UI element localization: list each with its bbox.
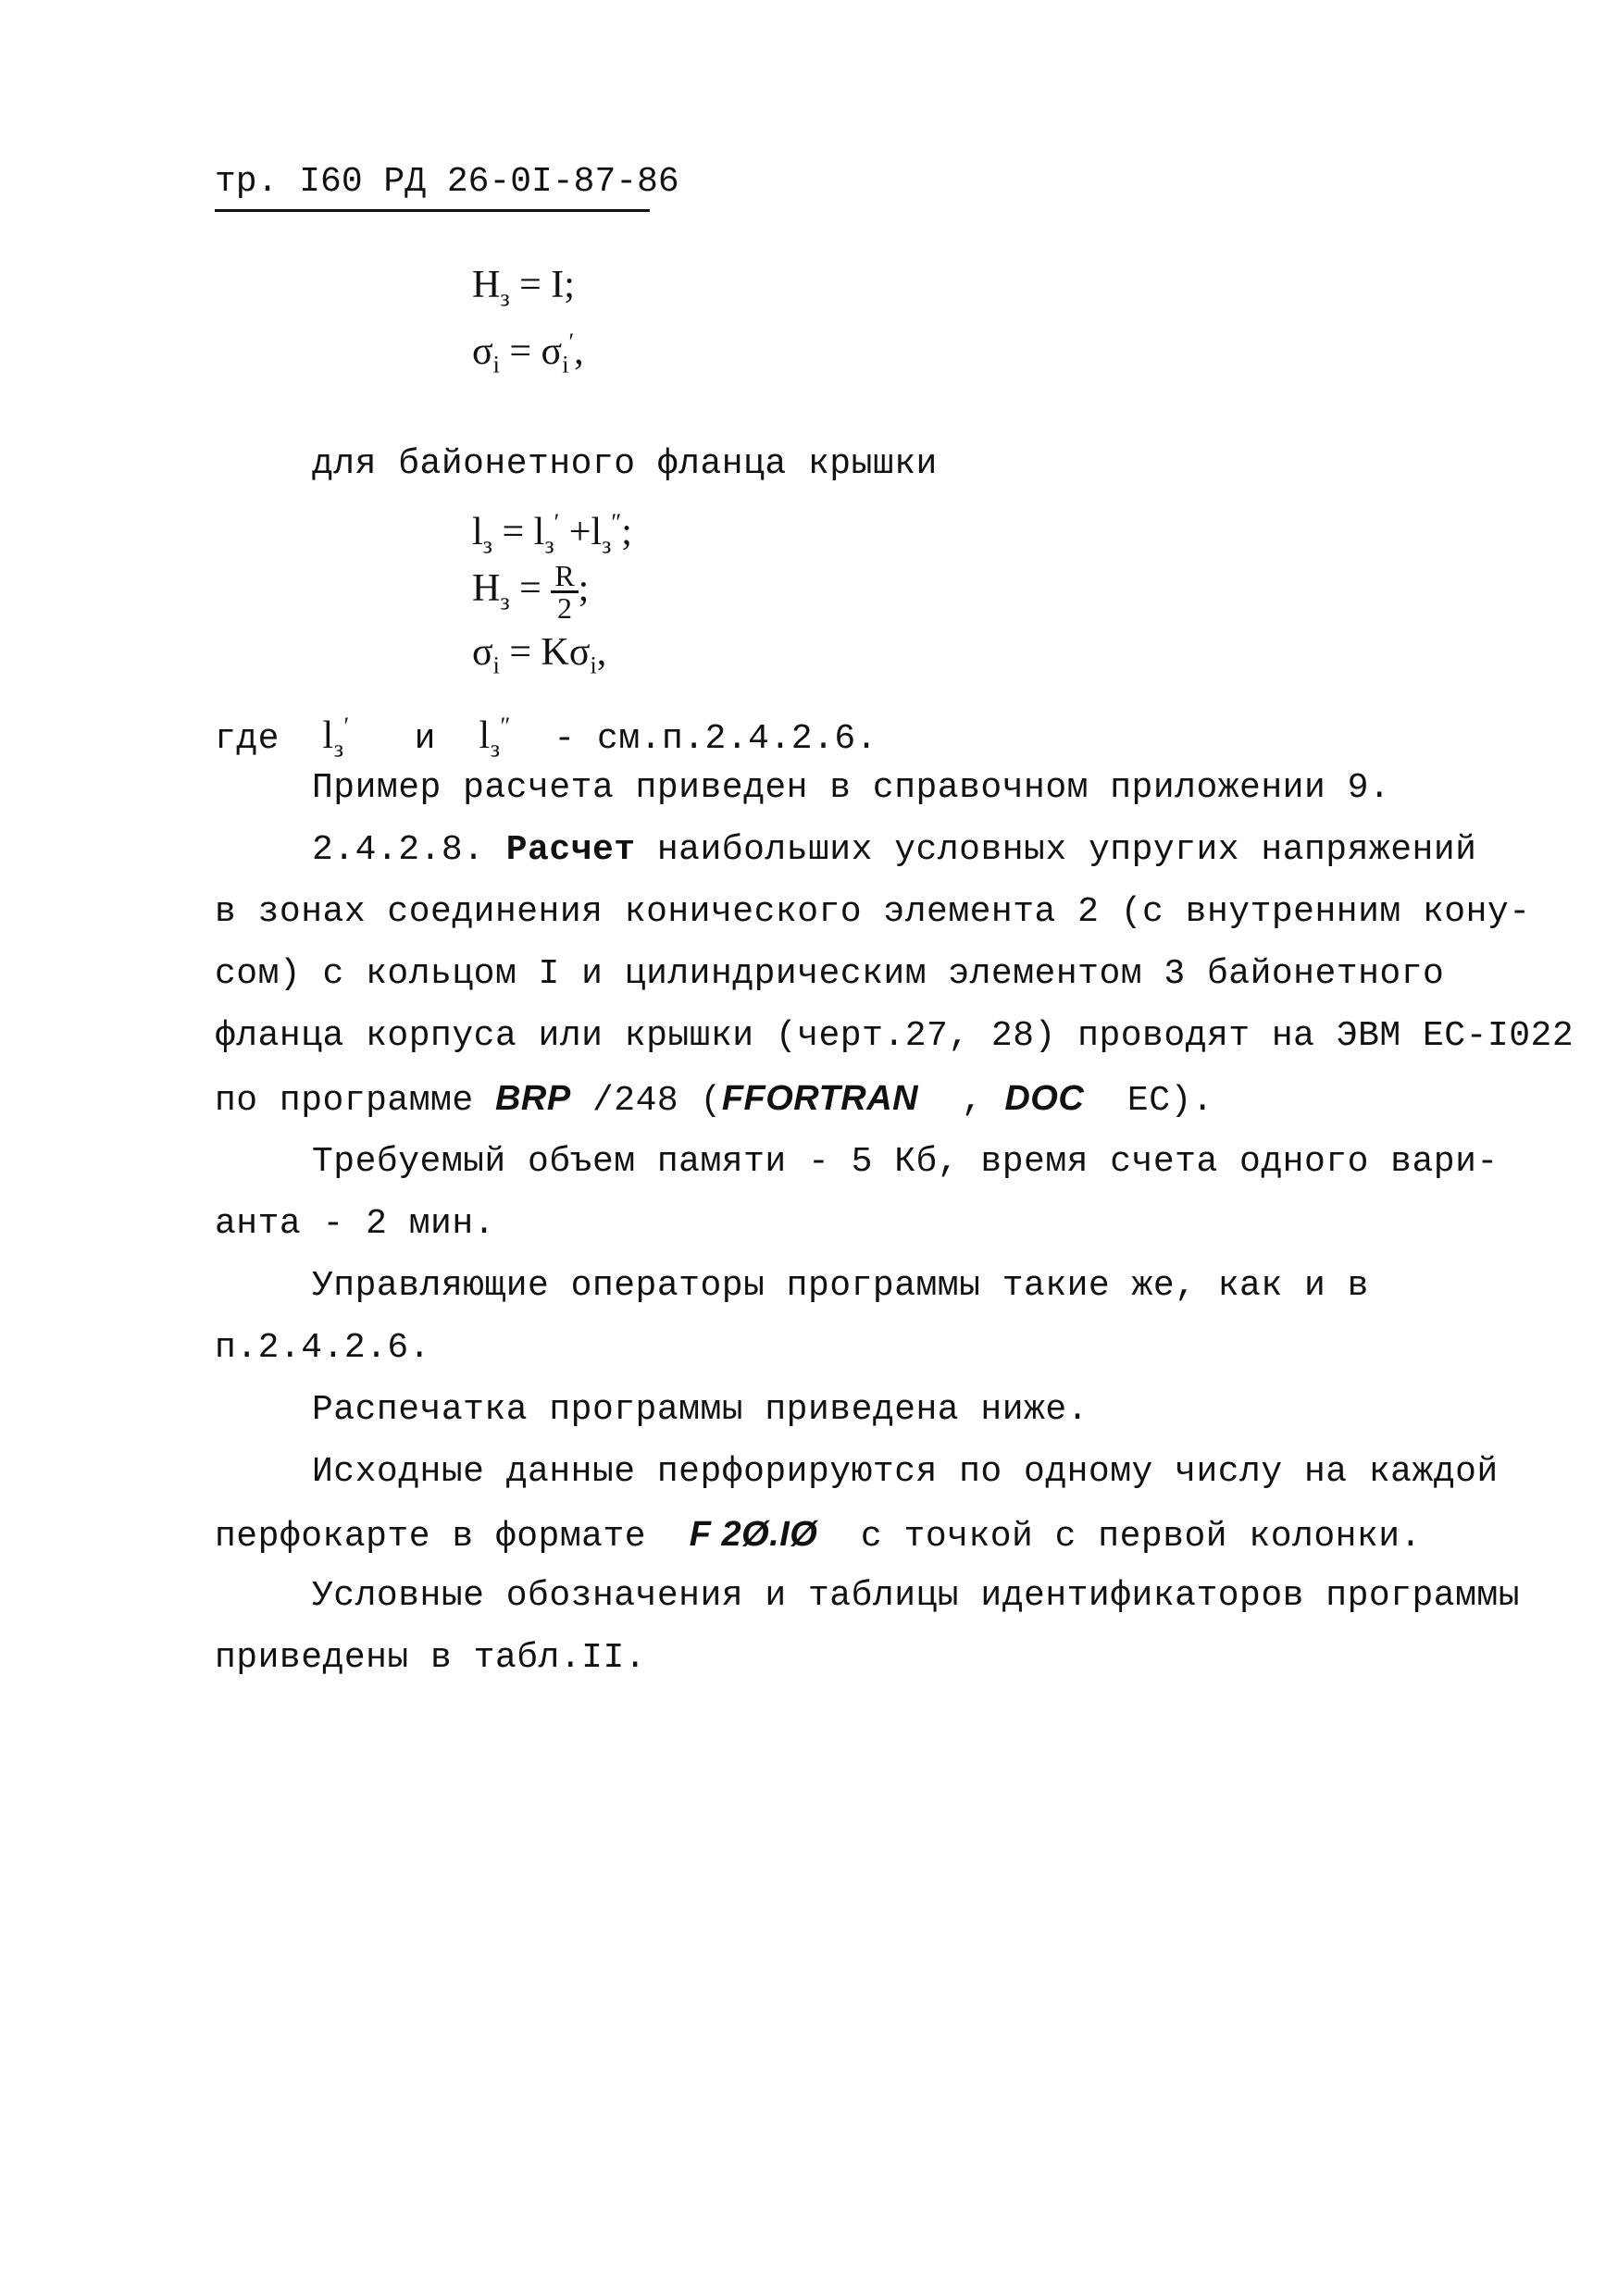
- paragraph-operators-line-2: п.2.4.2.6.: [215, 1328, 431, 1368]
- paragraph-memory-line-2: анта - 2 мин.: [215, 1204, 495, 1244]
- paragraph-2-4-2-8-line-2: в зонах соединения конического элемента 2 (с внутренним кону-: [215, 892, 1531, 932]
- program-name: BRP: [494, 1079, 571, 1118]
- formula-h3-fraction: $H_з$ = $\frac{R}{2}$ ;: [472, 559, 590, 625]
- where-term-1: $l_з'$: [322, 713, 350, 763]
- paragraph-notation-line-2: приведены в табл.II.: [215, 1638, 647, 1678]
- os-name: DOC: [1004, 1079, 1085, 1118]
- paragraph-example: Пример расчета приведен в справочном приложении 9.: [312, 768, 1391, 808]
- paragraph-2-4-2-8-line-1: 2.4.2.8. Расчет наибольших условных упругих напряжений: [312, 830, 1477, 870]
- paragraph-2-4-2-8-line-5: по программе BRP /248 (FFORTRAN , DOC ЕС).: [215, 1079, 1214, 1121]
- page-header: тр. I60 РД 26-0I-87-86: [215, 162, 679, 202]
- formula-sigma-k: $\sigma_i = K\sigma_i$,: [472, 631, 607, 679]
- fraction-r-over-2: $\frac{R}{2}$: [551, 561, 578, 623]
- paragraph-operators-line-1: Управляющие операторы программы такие же, как и в: [312, 1266, 1369, 1306]
- paragraph-input-line-1: Исходные данные перфорируются по одному числу на каждой: [312, 1452, 1499, 1492]
- language-name: FFORTRAN: [721, 1079, 919, 1118]
- header-underline: [215, 209, 650, 212]
- paragraph-printout: Распечатка программы приведена ниже.: [312, 1390, 1089, 1430]
- where-line: где $l_з'$ и $l_з'' - см.п.2.4.2.6$.: [215, 713, 877, 763]
- formula-l3: $l_з = l_з' +l_з''$;: [472, 509, 632, 559]
- formula-sigma: $\sigma_i = \sigma_i'$,: [472, 329, 584, 379]
- formula-h3: $H_з = I$;: [472, 264, 575, 312]
- where-term-2: $l_з''$: [479, 713, 511, 763]
- paragraph-2-4-2-8-line-3: сом) с кольцом I и цилиндрическим элементом 3 байонетного: [215, 954, 1445, 994]
- paragraph-notation-line-1: Условные обозначения и таблицы идентификаторов программы: [312, 1576, 1521, 1616]
- format-spec: F 2Ø.IØ: [689, 1515, 818, 1554]
- bayonet-label: для байонетного фланца крышки: [312, 444, 938, 484]
- paragraph-2-4-2-8-line-4: фланца корпуса или крышки (черт.27, 28) проводят на ЭВМ ЕС-I022: [215, 1016, 1574, 1056]
- paragraph-input-line-2: перфокарте в формате F 2Ø.IØ с точкой с первой колонки.: [215, 1515, 1422, 1557]
- paragraph-memory-line-1: Требуемый объем памяти - 5 Кб, время счета одного вари-: [312, 1142, 1499, 1182]
